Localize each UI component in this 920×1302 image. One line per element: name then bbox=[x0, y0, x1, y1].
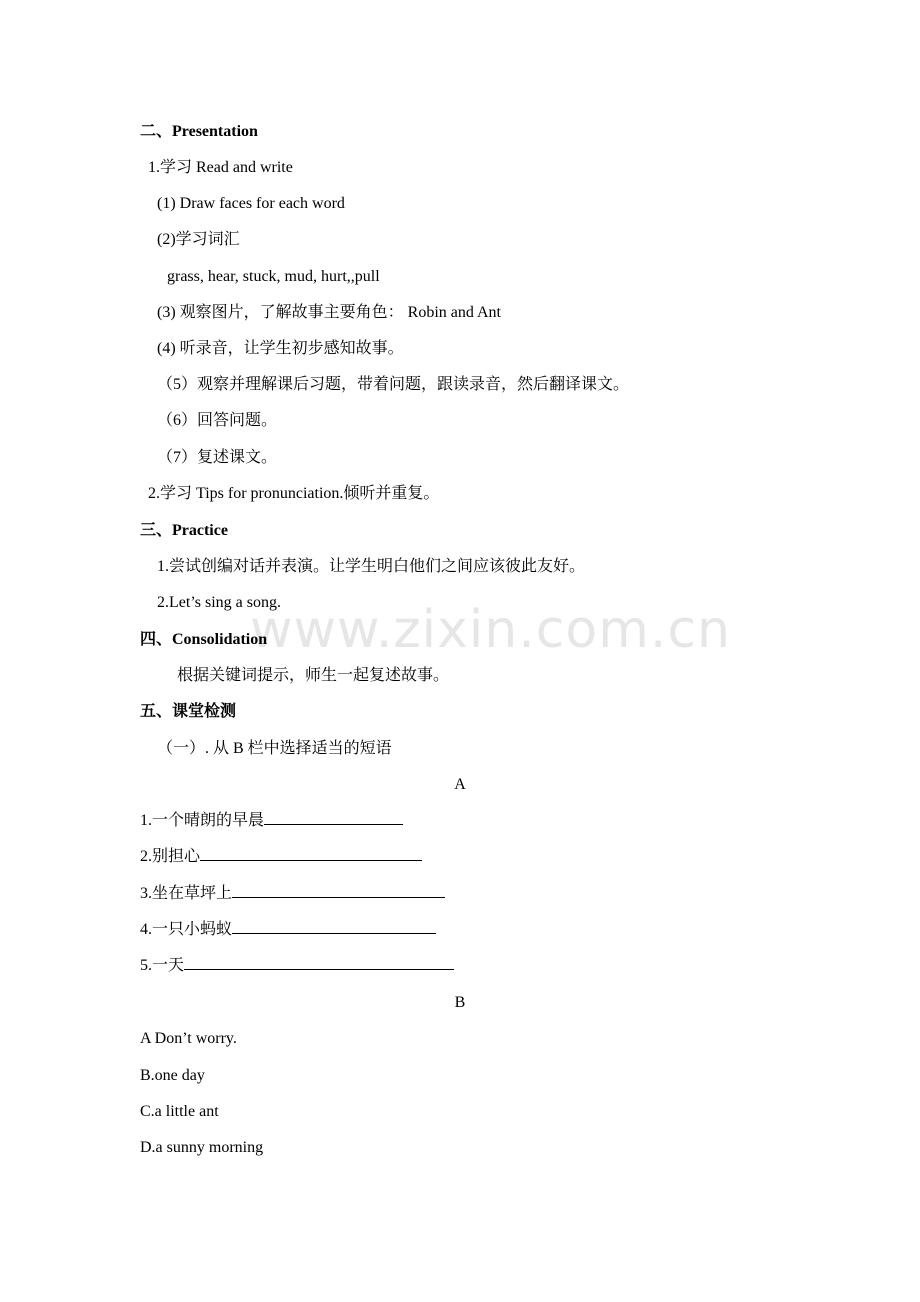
presentation-item-2: 2.学习 Tips for pronunciation.倾听并重复。 bbox=[148, 485, 440, 502]
phrase-text: 4.一只小蚂蚁 bbox=[140, 921, 233, 938]
answer-blank[interactable] bbox=[232, 883, 445, 898]
presentation-sub-7: （7）复述课文。 bbox=[157, 449, 278, 466]
presentation-sub-2: (2)学习词汇 bbox=[157, 231, 240, 248]
section-heading-test: 五、课堂检测 bbox=[140, 703, 237, 720]
section-heading-presentation: 二、Presentation bbox=[140, 123, 258, 140]
answer-blank[interactable] bbox=[264, 810, 403, 825]
column-a-label: A bbox=[454, 776, 466, 793]
presentation-sub-6: （6）回答问题。 bbox=[157, 412, 278, 429]
answer-blank[interactable] bbox=[232, 919, 436, 934]
list-item-b-3: C.a little ant bbox=[140, 1103, 219, 1120]
test-instruction: （一）. 从 B 栏中选择适当的短语 bbox=[157, 740, 392, 757]
practice-item-2: 2.Let’s sing a song. bbox=[157, 594, 281, 611]
section-heading-consolidation: 四、Consolidation bbox=[140, 631, 268, 648]
list-item-b-1: A Don’t worry. bbox=[140, 1030, 237, 1047]
phrase-text: 5.一天 bbox=[140, 957, 185, 974]
list-item-a-5 bbox=[140, 955, 454, 977]
presentation-item-1: 1.学习 Read and write bbox=[148, 159, 293, 176]
presentation-sub-4: (4) 听录音，让学生初步感知故事。 bbox=[157, 340, 404, 357]
vocabulary-list: grass, hear, stuck, mud, hurt,,pull bbox=[167, 268, 380, 285]
list-item-b-4: D.a sunny morning bbox=[140, 1139, 264, 1156]
phrase-text: 3.坐在草坪上 bbox=[140, 885, 233, 902]
presentation-sub-1: (1) Draw faces for each word bbox=[157, 195, 345, 212]
column-b-label: B bbox=[454, 994, 466, 1011]
presentation-sub-5: （5）观察并理解课后习题，带着问题，跟读录音，然后翻译课文。 bbox=[157, 376, 630, 393]
phrase-text: 2.别担心 bbox=[140, 848, 201, 865]
list-item-a-2 bbox=[140, 846, 422, 868]
answer-blank[interactable] bbox=[200, 846, 422, 861]
consolidation-text: 根据关键词提示，师生一起复述故事。 bbox=[177, 667, 450, 684]
list-item-b-2: B.one day bbox=[140, 1067, 205, 1084]
phrase-text: 1.一个晴朗的早晨 bbox=[140, 812, 265, 829]
list-item-a-4 bbox=[140, 919, 436, 941]
presentation-sub-3: (3) 观察图片，了解故事主要角色： Robin and Ant bbox=[157, 304, 501, 321]
answer-blank[interactable] bbox=[184, 955, 454, 970]
list-item-a-1 bbox=[140, 810, 403, 832]
watermark: www.zixin.com.cn bbox=[250, 600, 731, 660]
section-heading-practice: 三、Practice bbox=[140, 522, 228, 539]
practice-item-1: 1.尝试创编对话并表演。让学生明白他们之间应该彼此友好。 bbox=[157, 558, 586, 575]
list-item-a-3 bbox=[140, 883, 445, 905]
